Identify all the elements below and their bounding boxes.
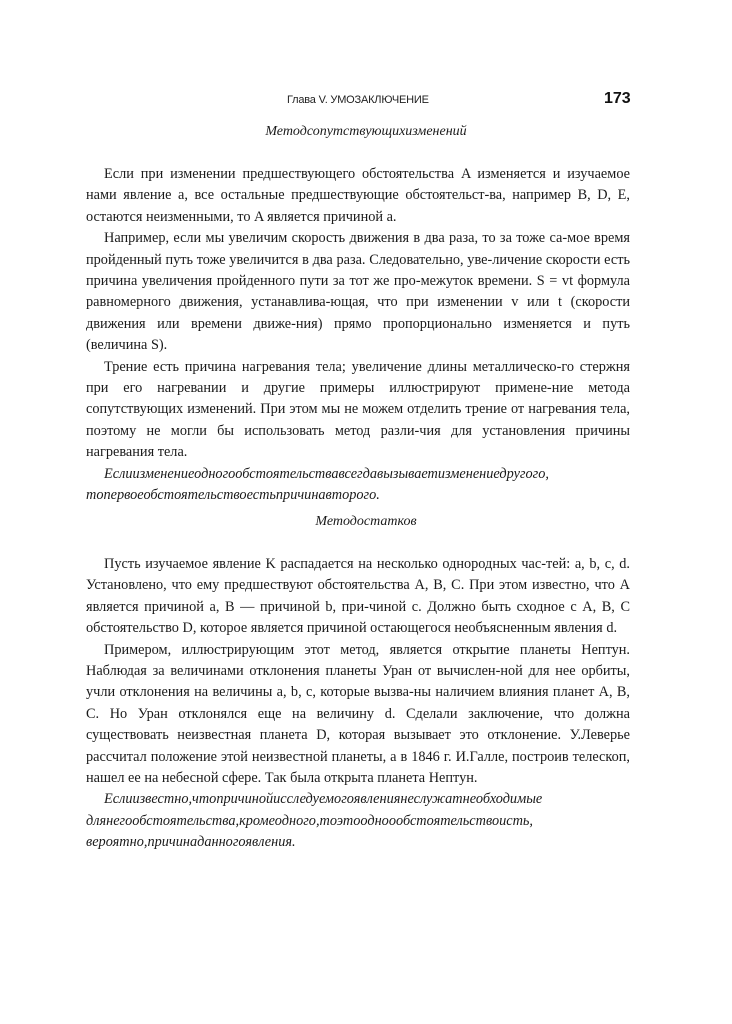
rule-statement: Еслиизвестно,чтопричинойисследуемогоявлениянеслужатнеобходимые длянегообстоятельства,кромеодного,тоэтоодноообстоятельствоисть, вероятно,причинаданногоявления. xyxy=(86,791,543,851)
paragraph: Пусть изучаемое явление K распадается на несколько однородных час-тей: a, b, c, d. Установлено, что ему предшествуют обстоятельства A, B, C. При этом известно, что A является причиной a, B — причиной b, при-чиной c. Должно быть сходное с A, B, C обстоятельство D, которое является причиной остающегося необъясненным явления d. xyxy=(86,556,630,637)
page-number: 173 xyxy=(604,90,631,107)
section-body-residues xyxy=(86,554,630,854)
section-title-residues: Методостатков xyxy=(315,514,417,529)
paragraph: Например, если мы увеличим скорость движения в два раза, то за тоже са-мое время пройденный путь тоже увеличится в два раза. Следовательно, уве-личение скорости есть причина увеличения пройденного пути за тот же про-межуток времени. S = vt формула равномерного движения, устанавлива-ющая, что при изменении v или t (скорости движения или времени движе-ния) прямо пропорционально изменяется и путь (величина S). xyxy=(86,230,630,354)
paragraph: Примером, иллюстрирующим этот метод, является открытие планеты Нептун. Наблюдая за величинами отклонения планеты Уран от вычислен-ной для нее орбиты, учли отклонения на величины a, b, c, которые вызва-ны наличием влияния планет A, B, C. Но Уран отклонялся еще на величину d. Сделали заключение, что должна существовать неизвестная планета D, которая вызывает это отклонение. У.Леверье рассчитал положение этой неизвестной планеты, а в 1846 г. И.Галле, построив телескоп, нашел ее на небесной сфере. Так была открыта планета Нептун. xyxy=(86,641,630,787)
rule-statement: Еслиизменениеодногообстоятельствавсегдавызываетизменениедругого, топервоеобстоятельствоестьпричинавторого. xyxy=(86,465,549,504)
running-head: Глава V. УМОЗАКЛЮЧЕНИЕ xyxy=(287,94,429,106)
paragraph: Трение есть причина нагревания тела; увеличение длины металлическо-го стержня при его нагревании и другие примеры иллюстрируют примене-ние метода сопутствующих изменений. При этом мы не можем отделить трение от нагревания тела, поэтому не могли бы использовать метод разли-чия для установления причины нагревания тела. xyxy=(86,358,630,461)
paragraph: Если при изменении предшествующего обстоятельства A изменяется и изучаемое нами явление a, все остальные предшествующие обстоятельст-ва, например B, D, E, остаются неизменными, то A является причиной a. xyxy=(86,166,630,225)
section-body-concomitant-variations xyxy=(86,164,630,507)
section-title-concomitant-variations: Методсопутствующихизменений xyxy=(265,124,467,139)
